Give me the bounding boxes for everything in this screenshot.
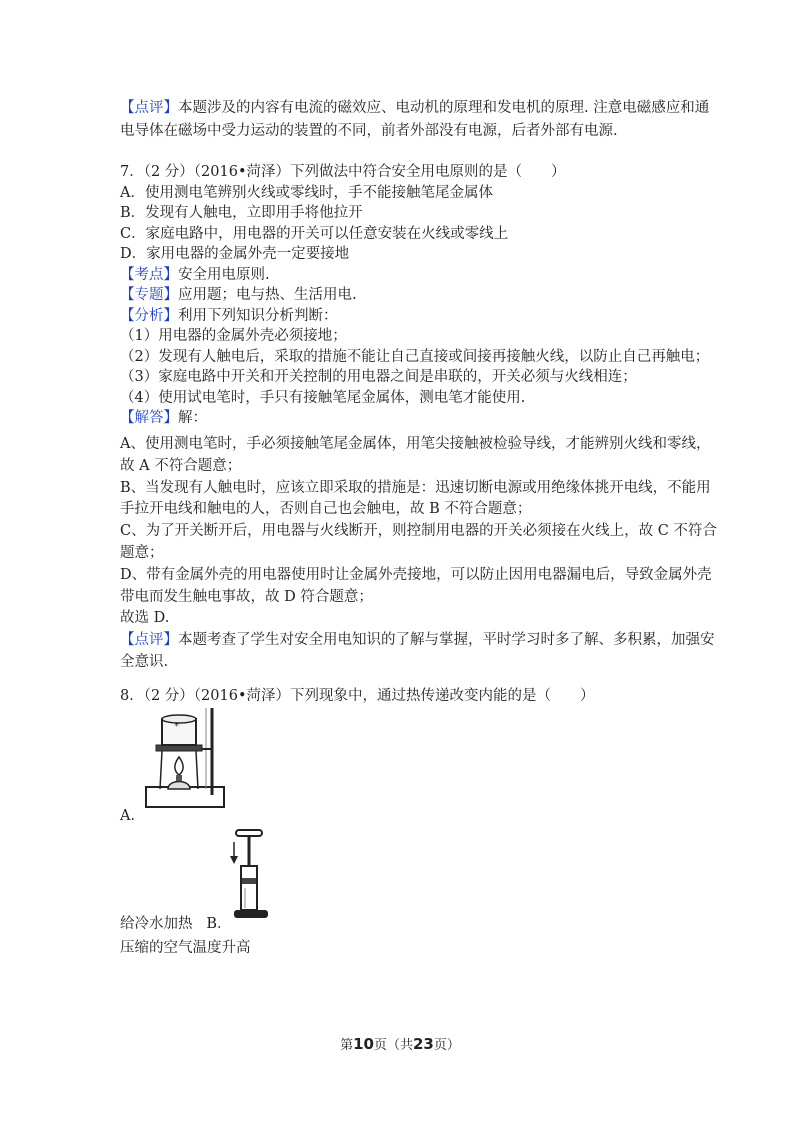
air-compression-figure	[226, 826, 276, 922]
review-q6-line1: 【点评】本题涉及的内容有电流的磁效应、电动机的原理和发电机的原理. 注意电磁感应和通	[120, 100, 710, 116]
solution-line-9: 故选 D.	[120, 610, 170, 627]
option-b-caption: 压缩的空气温度升高	[120, 940, 251, 956]
analysis-item-2: （2）发现有人触电后，采取的措施不能让自己直接或间接再接触火线，以防止自己再触电；	[120, 348, 710, 365]
solution-line-4: 手拉开电线和触电的人，否则自己也会触电，故 B 不符合题意；	[120, 501, 532, 518]
analysis-item-3: （3）家庭电路中开关和开关控制的用电器之间是串联的，开关必须与火线相连；	[120, 369, 637, 385]
analysis-item-4: （4）使用试电笔时，手只有接触笔尾金属体，测电笔才能使用.	[120, 389, 526, 406]
fenxi-line: 【分析】利用下列知识分析判断：	[120, 307, 338, 324]
review-q7-line1: 【点评】本题考查了学生对安全用电知识的了解与掌握，平时学习时多了解、多积累，加强安	[120, 632, 715, 649]
review-q6-line2: 电导体在磁场中受力运动的装置的不同，前者外部没有电源，后者外部有电源.	[120, 122, 618, 139]
option-a-text: 给冷水加热	[120, 916, 193, 932]
total-pages: 23	[413, 1035, 434, 1053]
question-7-stem: 7．（2 分）（2016•菏泽）下列做法中符合安全用电原则的是（ ）	[120, 164, 566, 180]
solution-line-5: C、为了开关断开后，用电器与火线断开，则控制用电器的开关必须接在火线上，故 C 不符合	[120, 523, 717, 540]
question-7	[120, 162, 710, 429]
solution-block	[120, 434, 717, 674]
option-a-caption-line	[120, 914, 690, 935]
solution-line-1: A、使用测电笔时，手必须接触笔尾金属体，用笔尖接触被检验导线，才能辨别火线和零线，	[120, 436, 711, 452]
zhuanti-line: 【专题】应用题；电与热、生活用电.	[120, 287, 357, 303]
page-footer: 第10页（共23页）	[340, 1035, 460, 1053]
svg-text:*: *	[174, 721, 179, 732]
analysis-item-1: （1）用电器的金属外壳必须接地；	[120, 328, 347, 344]
option-b-label: B．	[206, 916, 232, 932]
jieda-line: 【解答】解：	[120, 410, 207, 426]
option-a: A．使用测电笔辨别火线或零线时，手不能接触笔尾金属体	[120, 184, 493, 201]
review-tag: 【点评】	[120, 100, 178, 116]
current-page: 10	[353, 1035, 374, 1053]
option-a-label: A．	[120, 808, 145, 824]
review-q6	[120, 98, 710, 141]
option-d: D．家用电器的金属外壳一定要接地	[120, 246, 350, 262]
solution-line-2: 故 A 不符合题意；	[120, 457, 242, 474]
solution-line-8: 带电而发生触电事故，故 D 符合题意；	[120, 588, 373, 605]
solution-line-3: B、当发现有人触电时，应该立即采取的措施是：迅速切断电源或用绝缘体挑开电线，不能用	[120, 479, 711, 496]
question-8-stem: 8．（2 分）（2016•菏泽）下列现象中，通过热传递改变内能的是（ ）	[120, 688, 595, 704]
heating-water-figure	[140, 705, 232, 811]
option-b: B．发现有人触电，立即用手将他拉开	[120, 205, 363, 221]
solution-line-7: D、带有金属外壳的用电器使用时让金属外壳接地，可以防止因用电器漏电后，导致金属外壳	[120, 566, 712, 583]
solution-line-6: 题意；	[120, 544, 164, 561]
review-q7-line2: 全意识.	[120, 653, 169, 670]
kaodian-line: 【考点】安全用电原则.	[120, 266, 270, 283]
option-c: C．家庭电路中，用电器的开关可以任意安装在火线或零线上	[120, 225, 509, 242]
